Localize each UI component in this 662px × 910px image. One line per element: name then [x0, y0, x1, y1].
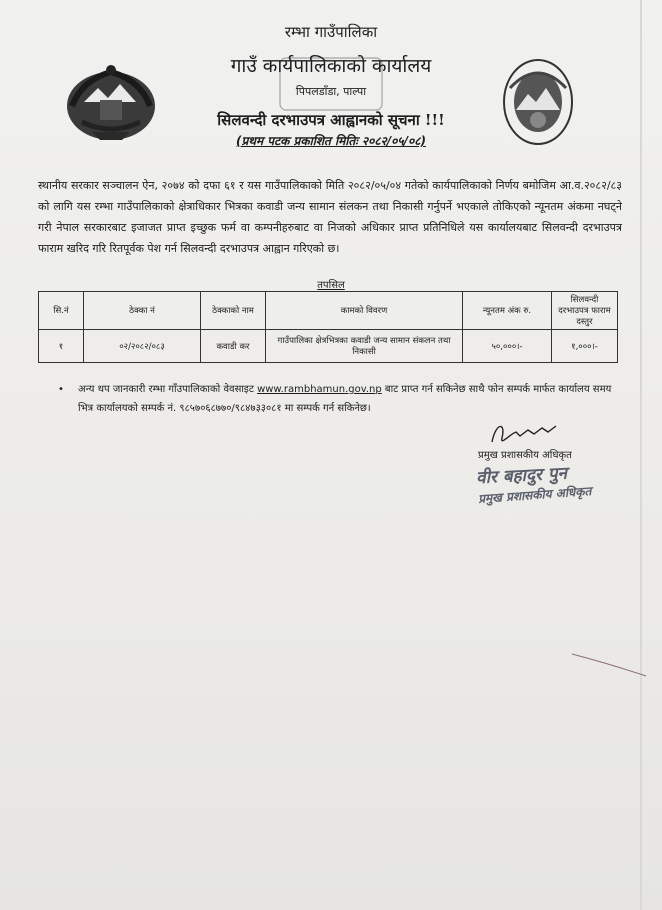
cell-contract-no: ०२/२०८२/०८३ — [84, 330, 201, 363]
notice-title: सिलवन्दी दरभाउपत्र आह्वानको सूचना !!! — [217, 111, 445, 129]
col-form-fee: सिलवन्दी दरभाउपत्र फाराम दस्तुर — [552, 292, 618, 330]
cell-contract-name: कवाडी कर — [201, 330, 266, 363]
note-text-after: बाट प्राप्त गर्न सकिनेछ साथै फोन सम्पर्क मार्फत कार्यालय समय भित्र कार्यालयको सम्पर्क नं. ९८५७०६८७७०/९८४७३३०८१ मा सम्पर्क गर्न सकिनेछ। — [78, 384, 612, 414]
bullet-icon: • — [58, 384, 64, 395]
office-address: पिपलडाँडा, पाल्पा — [295, 85, 367, 98]
website-link[interactable]: www.rambhamun.gov.np — [257, 384, 382, 395]
municipality-name: रम्भा गाउँपालिका — [284, 23, 378, 41]
cell-serial: १ — [39, 330, 84, 363]
col-contract-name: ठेक्काको नाम — [201, 292, 266, 330]
signature — [486, 420, 566, 448]
col-work-description: कामको विवरण — [266, 292, 463, 330]
tender-table — [38, 291, 618, 363]
cell-form-fee: १,०००।- — [552, 330, 618, 363]
table-caption: तपसिल — [317, 280, 345, 291]
col-contract-no: ठेक्का नं — [84, 292, 201, 330]
cell-work-description: गाउँपालिका क्षेत्रभित्रका कवाडी जन्य सामान संकलन तथा निकासी — [266, 330, 463, 363]
office-name: गाउँ कार्यपालिकाको कार्यालय — [230, 55, 432, 77]
table-header-row — [39, 292, 618, 330]
publish-date: (प्रथम पटक प्रकाशित मितिः २०८२/०५/०८) — [235, 134, 427, 148]
notice-paragraph: स्थानीय सरकार सञ्चालन ऐन, २०७४ को दफा ६१ र यस गाउँपालिकाको मिति २०८२/०५/०४ गतेको कार्यपालिकाको निर्णय बमोजिम आ.व.२०८२/८३ को लागि यस रम्भा गाउँपालिकाको क्षेत्राधिकार भित्रका कवाडी जन्य सामान संलकन तथा निकासी गर्नुपर्ने भएकाले तोकिएको न्यूनतम अंकमा नघट्ने गरी नेपाल सरकारबाट इजाजत प्राप्त इच्छुक फर्म वा कम्पनीहरुबाट वा निजको अधिकार प्राप्त प्रतिनिधिले यस कार्यालयबाट सिलवन्दी दरभाउपत्र फाराम खरिद गरि रितपूर्वक पेश गर्न सिलवन्दी दरभाउपत्र आह्वान गरिएको छ। — [38, 179, 622, 255]
col-minimum-amount: न्यूनतम अंक रु. — [463, 292, 552, 330]
pen-mark — [570, 650, 650, 680]
officer-stamp-name: वीर बहादुर पुन — [475, 463, 568, 489]
col-serial: सि.नं — [39, 292, 84, 330]
officer-stamp-title: प्रमुख प्रशासकीय अधिकृत — [477, 484, 592, 506]
info-note — [58, 380, 618, 418]
cell-minimum-amount: ५०,०००।- — [463, 330, 552, 363]
note-text-before: अन्य थप जानकारी रम्भा गाँउपालिकाको वेवसाइट — [78, 384, 258, 395]
officer-title: प्रमुख प्रशासकीय अधिकृत — [478, 450, 572, 461]
table-row — [39, 330, 618, 363]
